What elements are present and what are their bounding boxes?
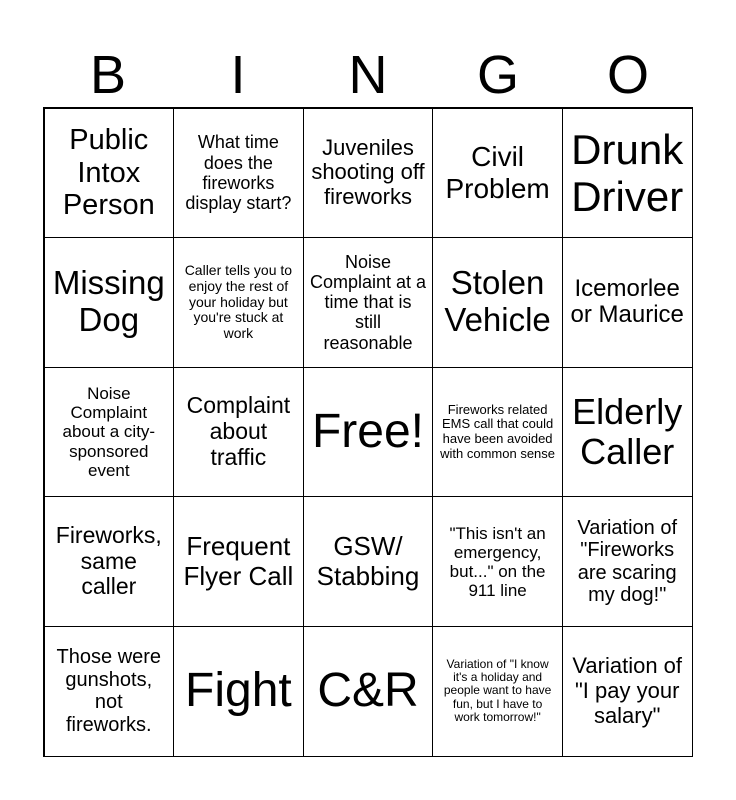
header-letter-g: G — [476, 45, 519, 105]
cell-text: "This isn't an emergency, but..." on the 911 line — [449, 523, 546, 600]
bingo-cell[interactable] — [562, 237, 693, 368]
cell-text: Noise Complaint at a time that is still reasonable — [309, 252, 427, 353]
bingo-cell[interactable] — [173, 367, 304, 498]
cell-text: Variation of "Fireworks are scaring my dog!" — [577, 516, 678, 606]
bingo-cell[interactable] — [303, 237, 434, 368]
bingo-cell[interactable] — [562, 108, 693, 239]
cell-text: Elderly Caller — [572, 390, 683, 472]
cell-text: Civil Problem — [445, 141, 550, 204]
bingo-cell[interactable] — [44, 108, 175, 239]
bingo-cell[interactable] — [432, 237, 563, 368]
header-letter-b: B — [89, 45, 127, 105]
bingo-cell[interactable] — [303, 626, 434, 757]
bingo-cell[interactable] — [562, 367, 693, 498]
cell-text: Complaint about traffic — [186, 392, 291, 470]
bingo-cell[interactable] — [44, 367, 175, 498]
bingo-cell[interactable] — [173, 626, 304, 757]
cell-text: Variation of "I pay your salary" — [572, 653, 683, 728]
bingo-cell[interactable] — [303, 496, 434, 627]
cell-text: C&R — [317, 664, 419, 718]
bingo-cell[interactable] — [173, 108, 304, 239]
bingo-cell[interactable] — [432, 496, 563, 627]
bingo-cell[interactable] — [432, 626, 563, 757]
bingo-cell[interactable] — [432, 108, 563, 239]
bingo-cell[interactable] — [173, 237, 304, 368]
cell-text: Fireworks, same caller — [55, 521, 162, 600]
cell-text: Fireworks related EMS call that could have been avoided with common sense — [440, 401, 556, 461]
bingo-cell[interactable] — [173, 496, 304, 627]
cell-text: Missing Dog — [52, 264, 165, 339]
cell-text: Caller tells you to enjoy the rest of your holiday but you're stuck at work — [184, 262, 293, 341]
bingo-cell[interactable] — [44, 237, 175, 368]
bingo-cell[interactable] — [303, 108, 434, 239]
bingo-cell[interactable] — [562, 626, 693, 757]
bingo-board — [43, 107, 693, 757]
cell-text: GSW/ Stabbing — [316, 531, 420, 591]
header-letter-o: O — [606, 45, 649, 105]
cell-text: What time does the fireworks display start? — [185, 132, 292, 213]
cell-text: Variation of "I know it's a holiday and people want to have fun, but I have to work tomorrow!" — [443, 656, 552, 725]
cell-text: Stolen Vehicle — [444, 264, 551, 339]
cell-text: Juveniles shooting off fireworks — [311, 134, 425, 210]
bingo-cell[interactable] — [303, 367, 434, 498]
cell-text: Public Intox Person — [62, 124, 155, 222]
bingo-header — [43, 44, 693, 106]
cell-text: Drunk Driver — [571, 125, 684, 220]
cell-text: Fight — [185, 664, 292, 718]
bingo-cell[interactable] — [44, 496, 175, 627]
cell-text: Frequent Flyer Call — [183, 531, 294, 591]
bingo-cell[interactable] — [432, 367, 563, 498]
cell-text: Icemorlee or Maurice — [570, 274, 684, 329]
header-letter-i: I — [230, 45, 246, 105]
cell-text: Free! — [311, 405, 424, 459]
bingo-cell[interactable] — [562, 496, 693, 627]
bingo-cell[interactable] — [44, 626, 175, 757]
cell-text: Noise Complaint about a city-sponsored event — [62, 384, 156, 480]
cell-text: Those were gunshots, not fireworks. — [56, 646, 162, 736]
header-letter-n: N — [348, 45, 388, 105]
